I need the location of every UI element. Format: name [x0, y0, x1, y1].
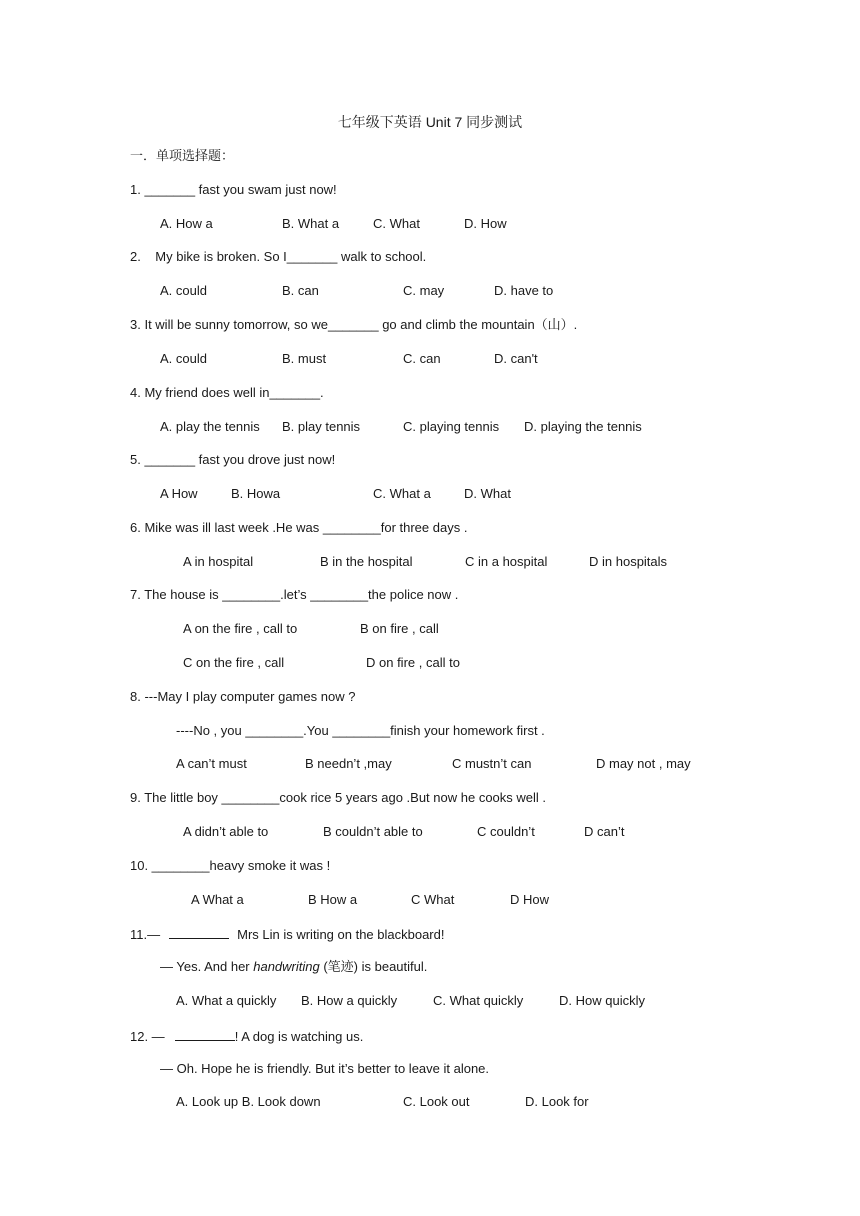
q6-option-d: D in hospitals: [589, 554, 668, 569]
q1-option-c: C. What: [373, 216, 420, 231]
q8-reply: ----No , you ________.You ________finish your homework first .: [176, 723, 545, 738]
question-11: [130, 925, 444, 943]
q12-option-c: C. Look out: [403, 1094, 470, 1109]
q9-option-d: D can’t: [584, 824, 625, 839]
q11-text: Mrs Lin is writing on the blackboard!: [237, 927, 445, 942]
answer-blank: [175, 1027, 235, 1041]
q12-text: ! A dog is watching us.: [234, 1029, 364, 1044]
question-8: 8. ---May I play computer games now ?: [130, 689, 356, 704]
q10-option-a: A What a: [191, 892, 244, 907]
q11-option-a: A. What a quickly: [176, 993, 277, 1008]
question-3: 3. It will be sunny tomorrow, so we_______ go and climb the mountain（山）.: [130, 317, 578, 332]
q10-option-c: C What: [411, 892, 455, 907]
q3-option-b: B. must: [282, 351, 327, 366]
question-5: 5. _______ fast you drove just now!: [130, 452, 336, 467]
q4-option-b: B. play tennis: [282, 419, 361, 434]
question-12: [130, 1027, 363, 1045]
q9-option-c: C couldn’t: [477, 824, 535, 839]
q7-option-b: B on fire , call: [360, 621, 439, 636]
q4-option-d: D. playing the tennis: [524, 419, 642, 434]
q9-option-b: B couldn’t able to: [323, 824, 423, 839]
question-4: 4. My friend does well in_______.: [130, 385, 324, 400]
q2-option-a: A. could: [160, 283, 207, 298]
question-9: 9. The little boy ________cook rice 5 years ago .But now he cooks well .: [130, 790, 547, 805]
q12-option-ab: A. Look up B. Look down: [176, 1094, 321, 1109]
q6-option-b: B in the hospital: [320, 554, 413, 569]
q6-option-a: A in hospital: [183, 554, 254, 569]
q2-option-d: D. have to: [494, 283, 554, 298]
q5-option-a: A How: [160, 486, 198, 501]
q1-option-b: B. What a: [282, 216, 340, 231]
italic-term: handwriting: [253, 959, 320, 974]
q7-option-a: A on the fire , call to: [183, 621, 298, 636]
q4-option-c: C. playing tennis: [403, 419, 500, 434]
q11-option-d: D. How quickly: [559, 993, 645, 1008]
q8-option-a: A can’t must: [176, 756, 247, 771]
q11-option-c: C. What quickly: [433, 993, 524, 1008]
q11-option-b: B. How a quickly: [301, 993, 398, 1008]
q10-option-d: D How: [510, 892, 550, 907]
q12-number: 12. —: [130, 1029, 165, 1044]
q8-option-d: D may not , may: [596, 756, 691, 771]
question-6: 6. Mike was ill last week .He was ________for three days .: [130, 520, 468, 535]
answer-blank: [169, 925, 229, 939]
q3-option-c: C. can: [403, 351, 441, 366]
question-10: 10. ________heavy smoke it was !: [130, 858, 331, 873]
q12-option-d: D. Look for: [525, 1094, 589, 1109]
q7-option-d: D on fire , call to: [366, 655, 460, 670]
q2-option-b: B. can: [282, 283, 319, 298]
q8-option-c: C mustn’t can: [452, 756, 532, 771]
q1-option-d: D. How: [464, 216, 507, 231]
q10-option-b: B How a: [308, 892, 358, 907]
q7-option-c: C on the fire , call: [183, 655, 285, 670]
q2-option-c: C. may: [403, 283, 445, 298]
q6-option-c: C in a hospital: [465, 554, 548, 569]
q8-option-b: B needn’t ,may: [305, 756, 392, 771]
question-2: 2. My bike is broken. So I_______ walk to school.: [130, 249, 427, 264]
q11-reply: — Yes. And her handwriting (笔迹) is beautiful.: [160, 959, 428, 974]
q5-option-d: D. What: [464, 486, 511, 501]
q11-number: 11.—: [130, 927, 161, 942]
q9-option-a: A didn’t able to: [183, 824, 269, 839]
page-title: 七年级下英语 Unit 7 同步测试: [337, 114, 523, 130]
q3-option-a: A. could: [160, 351, 207, 366]
q4-option-a: A. play the tennis: [160, 419, 260, 434]
q5-option-c: C. What a: [373, 486, 431, 501]
q1-option-a: A. How a: [160, 216, 213, 231]
question-7: 7. The house is ________.let’s ________the police now .: [130, 587, 459, 602]
q12-reply: — Oh. Hope he is friendly. But it’s better to leave it alone.: [160, 1061, 490, 1076]
q5-option-b: B. Howa: [231, 486, 281, 501]
q3-option-d: D. can't: [494, 351, 538, 366]
section-heading: 一．单项选择题：: [130, 148, 235, 163]
question-1: 1. _______ fast you swam just now!: [130, 182, 337, 197]
